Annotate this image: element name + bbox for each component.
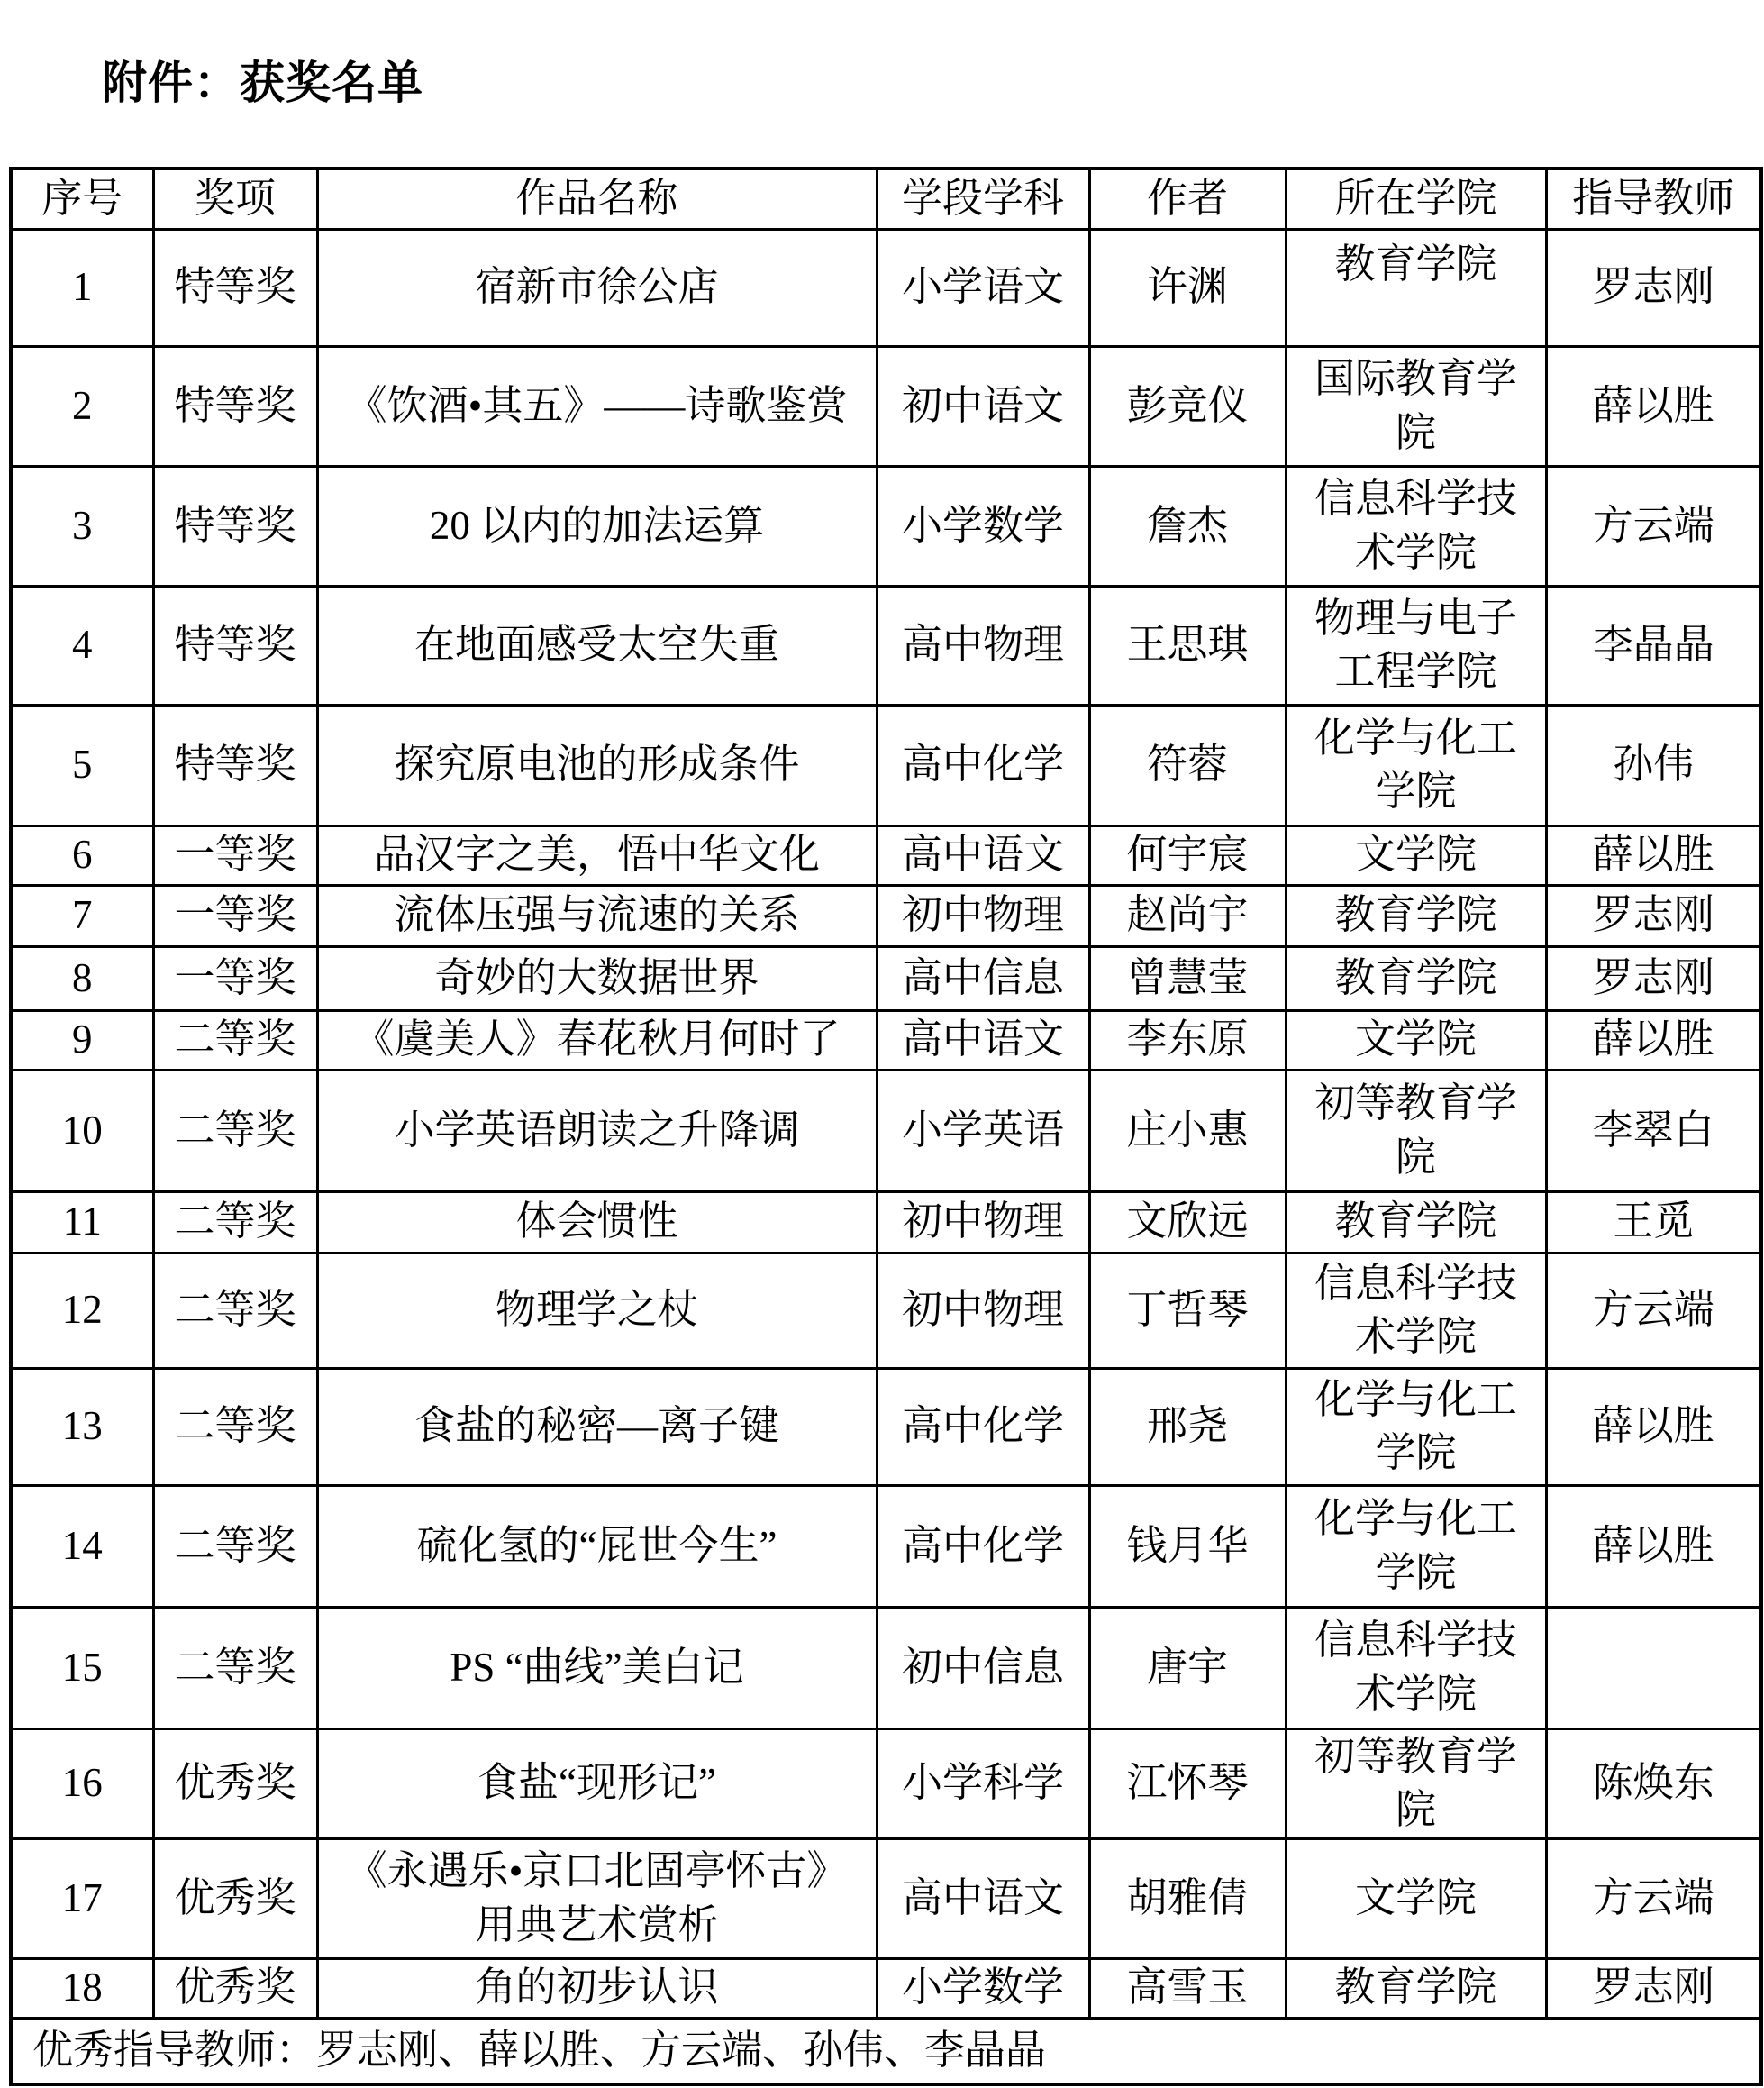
author-cell: 王思琪 [1089,586,1286,705]
work-title-cell: 《虞美人》春花秋月何时了 [317,1010,877,1070]
header-serial: 序号 [11,169,153,229]
advisor-cell: 方云端 [1546,1838,1761,1958]
table-row [11,885,1761,946]
serial-cell: 9 [11,1010,153,1070]
level-subject-cell: 小学科学 [877,1728,1089,1838]
level-subject-cell: 高中语文 [877,1838,1089,1958]
award-cell: 二等奖 [153,1368,317,1485]
level-subject-cell: 高中物理 [877,586,1089,705]
work-title-cell: 小学英语朗读之升降调 [317,1070,877,1191]
level-subject-cell: 高中语文 [877,825,1089,885]
award-table [9,167,1763,2086]
author-cell: 詹杰 [1089,466,1286,586]
award-cell: 优秀奖 [153,1838,317,1958]
level-subject-cell: 初中语文 [877,346,1089,466]
header-author: 作者 [1089,169,1286,229]
college-cell: 信息科学技术学院 [1286,1607,1546,1728]
serial-cell: 18 [11,1958,153,2018]
author-cell: 彭竞仪 [1089,346,1286,466]
level-subject-cell: 小学语文 [877,229,1089,346]
author-cell: 庄小惠 [1089,1070,1286,1191]
advisor-cell: 罗志刚 [1546,946,1761,1010]
college-cell: 文学院 [1286,825,1546,885]
work-title-cell: 品汉字之美，悟中华文化 [317,825,877,885]
author-cell: 许渊 [1089,229,1286,346]
advisor-cell: 薛以胜 [1546,1485,1761,1607]
header-award: 奖项 [153,169,317,229]
college-cell: 信息科学技术学院 [1286,1253,1546,1368]
table-row [11,586,1761,705]
author-cell: 胡雅倩 [1089,1838,1286,1958]
table-row [11,1838,1761,1958]
serial-cell: 15 [11,1607,153,1728]
award-cell: 特等奖 [153,466,317,586]
work-title-cell: 探究原电池的形成条件 [317,705,877,825]
college-cell: 化学与化工学院 [1286,1485,1546,1607]
award-cell: 二等奖 [153,1070,317,1191]
college-cell: 信息科学技术学院 [1286,466,1546,586]
author-cell: 何宇宸 [1089,825,1286,885]
serial-cell: 4 [11,586,153,705]
work-title-cell: 宿新市徐公店 [317,229,877,346]
level-subject-cell: 初中信息 [877,1607,1089,1728]
advisor-cell: 王觅 [1546,1191,1761,1253]
advisor-cell: 罗志刚 [1546,885,1761,946]
serial-cell: 10 [11,1070,153,1191]
advisor-cell: 方云端 [1546,1253,1761,1368]
author-cell: 赵尚宇 [1089,885,1286,946]
serial-cell: 12 [11,1253,153,1368]
author-cell: 高雪玉 [1089,1958,1286,2018]
table-row [11,1253,1761,1368]
author-cell: 丁哲琴 [1089,1253,1286,1368]
serial-cell: 1 [11,229,153,346]
author-cell: 李东原 [1089,1010,1286,1070]
advisor-cell: 方云端 [1546,466,1761,586]
header-advisor: 指导教师 [1546,169,1761,229]
level-subject-cell: 小学英语 [877,1070,1089,1191]
table-row [11,1485,1761,1607]
author-cell: 文欣远 [1089,1191,1286,1253]
level-subject-cell: 初中物理 [877,1253,1089,1368]
college-cell: 初等教育学院 [1286,1070,1546,1191]
award-cell: 二等奖 [153,1253,317,1368]
table-row [11,1368,1761,1485]
award-cell: 一等奖 [153,825,317,885]
college-cell: 初等教育学院 [1286,1728,1546,1838]
advisor-cell: 罗志刚 [1546,1958,1761,2018]
level-subject-cell: 小学数学 [877,466,1089,586]
table-row [11,1958,1761,2018]
level-subject-cell: 初中物理 [877,1191,1089,1253]
author-cell: 唐宇 [1089,1607,1286,1728]
serial-cell: 6 [11,825,153,885]
work-title-cell: 流体压强与流速的关系 [317,885,877,946]
advisor-cell: 罗志刚 [1546,229,1761,346]
table-row [11,705,1761,825]
table-row [11,1191,1761,1253]
award-cell: 二等奖 [153,1191,317,1253]
header-row [11,169,1761,229]
college-cell: 教育学院 [1286,1958,1546,2018]
table-row [11,1607,1761,1728]
work-title-cell: 20 以内的加法运算 [317,466,877,586]
advisor-cell: 孙伟 [1546,705,1761,825]
level-subject-cell: 高中化学 [877,705,1089,825]
serial-cell: 14 [11,1485,153,1607]
work-title-cell: 食盐的秘密—离子键 [317,1368,877,1485]
serial-cell: 5 [11,705,153,825]
award-cell: 二等奖 [153,1607,317,1728]
work-title-cell: 体会惯性 [317,1191,877,1253]
level-subject-cell: 初中物理 [877,885,1089,946]
table-row [11,1010,1761,1070]
work-title-cell: 《永遇乐•京口北固亭怀古》用典艺术赏析 [317,1838,877,1958]
excellent-advisors-note: 优秀指导教师：罗志刚、薛以胜、方云端、孙伟、李晶晶 [11,2018,1761,2084]
level-subject-cell: 高中化学 [877,1368,1089,1485]
work-title-cell: 《饮酒•其五》——诗歌鉴赏 [317,346,877,466]
level-subject-cell: 小学数学 [877,1958,1089,2018]
serial-cell: 16 [11,1728,153,1838]
college-cell: 教育学院 [1286,885,1546,946]
advisor-cell [1546,1607,1761,1728]
header-college: 所在学院 [1286,169,1546,229]
serial-cell: 11 [11,1191,153,1253]
work-title-cell: 角的初步认识 [317,1958,877,2018]
footer-row [11,2018,1761,2084]
author-cell: 邢尧 [1089,1368,1286,1485]
college-cell: 教育学院 [1286,229,1546,346]
award-cell: 特等奖 [153,705,317,825]
level-subject-cell: 高中化学 [877,1485,1089,1607]
college-cell: 化学与化工学院 [1286,1368,1546,1485]
college-cell: 教育学院 [1286,946,1546,1010]
serial-cell: 3 [11,466,153,586]
serial-cell: 7 [11,885,153,946]
award-cell: 二等奖 [153,1010,317,1070]
college-cell: 物理与电子工程学院 [1286,586,1546,705]
author-cell: 曾慧莹 [1089,946,1286,1010]
header-work-title: 作品名称 [317,169,877,229]
award-cell: 特等奖 [153,586,317,705]
college-cell: 文学院 [1286,1838,1546,1958]
author-cell: 符蓉 [1089,705,1286,825]
award-cell: 一等奖 [153,885,317,946]
advisor-cell: 李晶晶 [1546,586,1761,705]
level-subject-cell: 高中信息 [877,946,1089,1010]
work-title-cell: 食盐“现形记” [317,1728,877,1838]
serial-cell: 2 [11,346,153,466]
work-title-cell: 物理学之杖 [317,1253,877,1368]
work-title-cell: 硫化氢的“屁世今生” [317,1485,877,1607]
advisor-cell: 薛以胜 [1546,825,1761,885]
advisor-cell: 陈焕东 [1546,1728,1761,1838]
award-cell: 特等奖 [153,229,317,346]
table-row [11,1070,1761,1191]
table-row [11,466,1761,586]
work-title-cell: 奇妙的大数据世界 [317,946,877,1010]
table-row [11,1728,1761,1838]
award-cell: 特等奖 [153,346,317,466]
college-cell: 国际教育学院 [1286,346,1546,466]
table-row [11,346,1761,466]
serial-cell: 17 [11,1838,153,1958]
author-cell: 江怀琴 [1089,1728,1286,1838]
advisor-cell: 薛以胜 [1546,346,1761,466]
award-cell: 一等奖 [153,946,317,1010]
work-title-cell: PS “曲线”美白记 [317,1607,877,1728]
college-cell: 化学与化工学院 [1286,705,1546,825]
advisor-cell: 薛以胜 [1546,1368,1761,1485]
award-cell: 二等奖 [153,1485,317,1607]
table-row [11,229,1761,346]
award-cell: 优秀奖 [153,1728,317,1838]
table-row [11,946,1761,1010]
serial-cell: 8 [11,946,153,1010]
award-cell: 优秀奖 [153,1958,317,2018]
page-title: 附件：获奖名单 [102,58,423,108]
advisor-cell: 薛以胜 [1546,1010,1761,1070]
work-title-cell: 在地面感受太空失重 [317,586,877,705]
author-cell: 钱月华 [1089,1485,1286,1607]
header-level-subject: 学段学科 [877,169,1089,229]
level-subject-cell: 高中语文 [877,1010,1089,1070]
college-cell: 教育学院 [1286,1191,1546,1253]
advisor-cell: 李翠白 [1546,1070,1761,1191]
table-row [11,825,1761,885]
college-cell: 文学院 [1286,1010,1546,1070]
serial-cell: 13 [11,1368,153,1485]
